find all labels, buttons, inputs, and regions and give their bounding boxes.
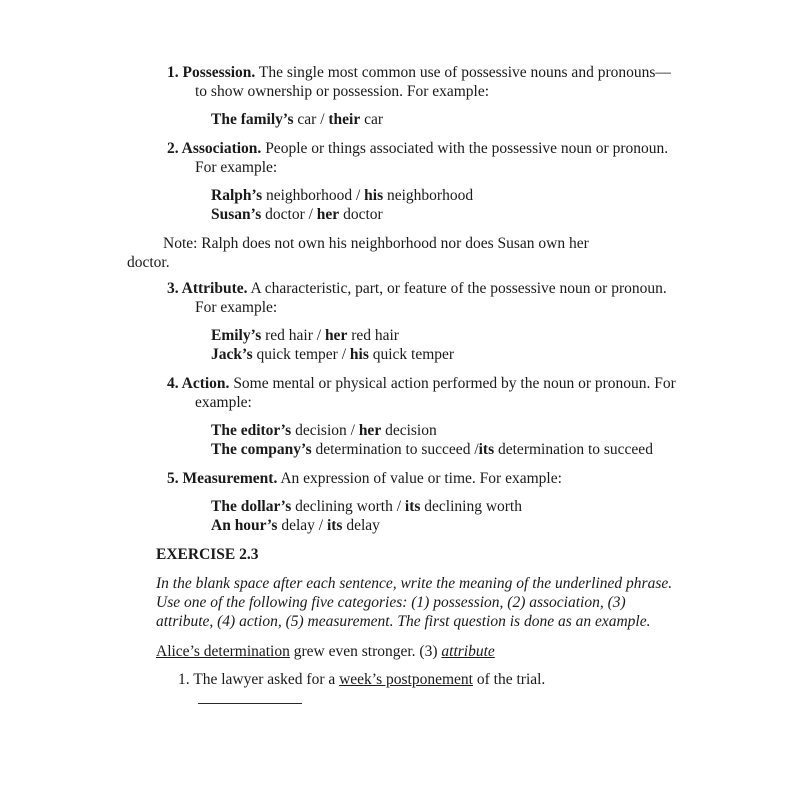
exercise-section	[156, 545, 679, 704]
definition-term: 4. Action.	[167, 375, 230, 392]
answer-blank-line	[198, 703, 302, 704]
example-line: The company’s determination to succeed /its determination to succeed	[211, 441, 653, 458]
question-text: The lawyer asked for a week’s postponement of the trial.	[189, 671, 546, 688]
definition-description: The single most common use of possessive nouns and pronouns— to show ownership or possession. For example:	[195, 64, 671, 100]
definition-item-association	[127, 139, 679, 272]
definition-description: Some mental or physical action performed by the noun or pronoun. For example:	[195, 375, 676, 411]
definition-item-action	[127, 374, 679, 459]
definition-term: 2. Association.	[167, 140, 262, 157]
examples-block	[211, 326, 679, 364]
question-number: 1.	[178, 671, 190, 688]
definition-head	[127, 63, 679, 101]
example-line: The dollar’s declining worth / its declining worth	[211, 498, 522, 515]
question-item	[156, 670, 679, 689]
page-content	[127, 63, 679, 704]
example-line: Jack’s quick temper / his quick temper	[211, 346, 455, 363]
definition-item-possession	[127, 63, 679, 129]
definition-head	[127, 139, 679, 177]
definition-head	[127, 469, 679, 488]
definition-head	[127, 279, 679, 317]
example-line: An hour’s delay / its delay	[211, 517, 380, 534]
definition-description: People or things associated with the possessive noun or pronoun. For example:	[195, 140, 669, 176]
definition-term: 1. Possession.	[167, 64, 256, 81]
definition-description: An expression of value or time. For example:	[277, 470, 562, 487]
examples-block	[211, 421, 679, 459]
examples-block	[211, 186, 679, 224]
solved-example-line: Alice’s determination grew even stronger. (3) attribute	[156, 643, 495, 660]
example-line: Susan’s doctor / her doctor	[211, 206, 383, 223]
examples-block	[211, 497, 679, 535]
example-line: The family’s car / their car	[211, 111, 384, 128]
example-line: Emily’s red hair / her red hair	[211, 327, 399, 344]
example-line: Ralph’s neighborhood / his neighborhood	[211, 187, 474, 204]
exercise-heading: EXERCISE 2.3	[156, 546, 259, 563]
definition-term: 3. Attribute.	[167, 280, 248, 297]
definition-term: 5. Measurement.	[167, 470, 278, 487]
definition-item-attribute	[127, 279, 679, 364]
exercise-instructions: In the blank space after each sentence, write the meaning of the underlined phrase. Use one of the following five categories: (1) possession, (2) association, (3) attribute, (4) action, (5) measurement. The first question is done as an example.	[156, 575, 673, 630]
note-paragraph: Note: Ralph does not own his neighborhood nor does Susan own her doctor.	[127, 235, 589, 271]
example-line: The editor’s decision / her decision	[211, 422, 437, 439]
definition-head	[127, 374, 679, 412]
examples-block	[211, 110, 679, 129]
definition-description: A characteristic, part, or feature of the possessive noun or pronoun. For example:	[195, 280, 667, 316]
definition-item-measurement	[127, 469, 679, 535]
